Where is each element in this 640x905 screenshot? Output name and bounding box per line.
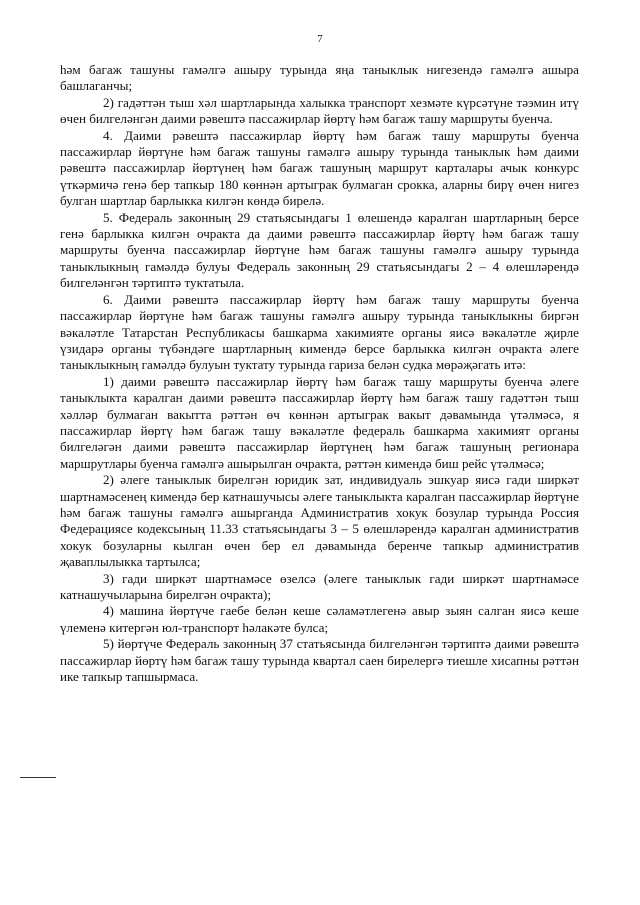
margin-mark (20, 777, 56, 778)
paragraph: 2) гадәттән тыш хәл шартларында халыкка транспорт хезмәте күрсәтүне тәэмин итү өчен билгеләнгән даими рәвештә пассажирлар йөртү һәм багаж ташу маршруты буенча. (60, 94, 579, 127)
paragraph: 4. Даими рәвештә пассажирлар йөртү һәм багаж ташу маршруты буенча пассажирлар йөртүне һәм багаж ташуны гамәлгә ашыру турында таныклык һәм даими рәвештә пассажирлар йөртүнең һәм багаж ташуның маршрут карталары ачык конкурс үткәрмичә генә бер тапкыр 180 көннән артыграк булмаган срокка, аларны бирү өчен нигез булган шартлар барлыкка килгән көндә бирелә. (60, 127, 579, 209)
paragraph: 1) даими рәвештә пассажирлар йөртү һәм багаж ташу маршруты буенча әлеге таныклыкта каралган даими рәвештә пассажирлар йөртү һәм багаж ташу гадәттән тыш хәлләр булмаган вакытта рәттән өч көннән артыграк вакыт дәвамында үтәлмәсә, я пассажирлар йөртү һәм багаж ташу вәкаләтле федераль башкарма хакимият органы билгеләгән даими рәвештә пассажирлар йөртүнең һәм багаж ташуның регионара маршрутлары буенча гамәлгә ашырылган очракта, рәттән кимендә биш рейс үтәлмәсә; (60, 373, 579, 471)
paragraph: 6. Даими рәвештә пассажирлар йөртү һәм багаж ташу маршруты буенча пассажирлар йөртүне һәм багаж ташуны гамәлгә ашыру турында таныклыкны биргән вәкаләтле Татарстан Республикасы башкарма хакимияте органы яисә вәкаләтле җирле үзидарә органы түбәндәге шартларның кимендә берсе барлыкка килгән очракта әлеге таныклыкның гамәлдә булуын туктату турында гариза белән судка мөрәҗәгать итә: (60, 291, 579, 373)
paragraph: 4) машина йөртүче гаебе белән кеше сәламәтлегенә авыр зыян салган яисә кеше үлеменә китергән юл-транспорт һәлакәте булса; (60, 603, 579, 635)
paragraph: 5) йөртүче Федераль законның 37 статьясында билгеләнгән тәртиптә даими рәвештә пассажирлар йөртү һәм багаж ташу турында квартал саен бирелергә тиешле хисапны рәттән ике тапкыр тапшырмаса. (60, 636, 579, 685)
paragraph: 5. Федераль законның 29 статьясындагы 1 өлешендә каралган шартларның берсе генә барлыкка килгән очракта да даими рәвештә пассажирлар йөртү һәм багаж ташу маршруты буенча пассажирлар йөртүне һәм багаж ташуны гамәлгә ашыру турында таныклыкның гамәлдә булуы Федераль законның 29 статьясындагы 2 – 4 өлешләрендә билгеләнгән тәртиптә туктатыла. (60, 209, 579, 291)
document-body (60, 62, 579, 685)
paragraph: һәм багаж ташуны гамәлгә ашыру турында яңа таныклык нигезендә гамәлгә ашыра башлаганчы; (60, 62, 579, 94)
paragraph: 3) гади ширкәт шартнамәсе өзелсә (әлеге таныклык гади ширкәт шартнамәсе катнашучыларына бирелгән очракта); (60, 570, 579, 602)
page-number: 7 (317, 33, 323, 45)
paragraph: 2) әлеге таныклык бирелгән юридик зат, индивидуаль эшкуар яисә гади ширкәт шартнамәсенең кимендә бер катнашучысы әлеге таныклыкта каралган пассажирлар йөртүне һәм багаж ташуны гамәлгә ашырганда Административ хокук бозулар турында Россия Федерациясе кодексының 11.33 статьясындагы 3 – 5 өлешләрендә каралган административ хокук бозуларны кылган өчен бер ел дәвамында беренче тапкыр административ җаваплылыкка тартылса; (60, 472, 579, 570)
